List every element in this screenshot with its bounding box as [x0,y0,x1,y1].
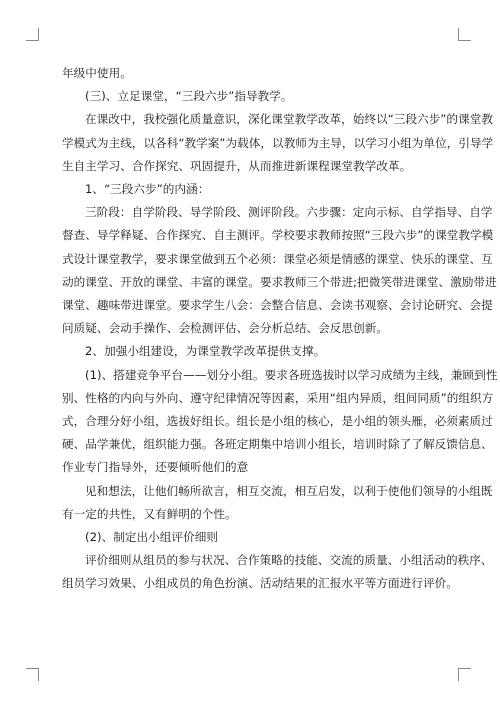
text-line: 问质疑、会动手操作、会检测评估、会分析总结、会反思创新。 [62,321,389,336]
text-line: 评价细则从组员的参与状况、合作策略的技能、交流的质量、小组活动的秩序、 [85,553,493,568]
text-line: 有一定的共性，又有鲜明的个性。 [62,506,237,521]
section-heading: (三)、立足课堂，“三段六步”指导教学。 [85,89,293,104]
crop-mark-top-left [26,28,39,41]
text-line: 见和想法，让他们畅所欲言，相互交流，相互启发，以利于使他们领导的小组既 [85,483,493,498]
subsection-heading: 2、加强小组建设，为课堂教学改革提供支撑。 [85,344,326,359]
text-line: 作业专门指导外，还要倾听他们的意 [62,460,249,475]
text-line: 年级中使用。 [62,66,132,80]
subsection-heading: (2)、制定出小组评价细则 [85,530,219,545]
subsection-heading: 1、“三段六步”的内涵： [85,182,210,197]
text-line: 课堂、趣味带进课堂。要求学生八会：会整合信息、会读书观察、会讨论研究、会提 [62,298,493,313]
text-line: 式设计课堂教学，要求课堂做到五个必须：课堂必须是情感的课堂、快乐的课堂、互 [62,251,493,266]
crop-mark-bottom-left [26,668,39,681]
crop-mark-top-right [458,28,471,41]
text-line: 动的课堂、开放的课堂、丰富的课堂。要求教师三个带进;把微笑带进课堂、激励带进 [62,274,497,289]
crop-mark-bottom-right [458,668,471,681]
text-line: 三阶段：自学阶段、导学阶段、测评阶段。六步骤：定向示标、自学指导、自学 [85,205,493,220]
text-line: (1)、搭建竞争平台——划分小组。要求各班选拔时以学习成绩为主线，兼顾到性 [85,367,498,382]
text-line: 在课改中，我校强化质量意识，深化课堂教学改革，始终以“三段六步”的课堂教 [85,112,494,127]
text-line: 组员学习效果、小组成员的角色扮演、活动结果的汇报水平等方面进行评价。 [62,576,458,591]
text-line: 别、性格的内向与外向、遵守纪律情况等因素，采用“组内异质，组间同质”的组织方 [62,390,494,405]
text-line: 督查、导学释疑、合作探究、自主测评。学校要求教师按照“三段六步”的课堂教学模 [62,228,494,243]
text-line: 式，合理分好小组，选拔好组长。组长是小组的核心，是小组的领头雁，必须素质过 [62,414,493,429]
text-line: 硬、品学兼优，组织能力强。各班定期集中培训小组长，培训时除了了解反馈信息、 [62,437,493,452]
document-body [62,62,498,596]
text-line: 生自主学习、合作探究、巩固提升，从而推进新课程课堂教学改革。 [62,158,412,173]
text-line: 学模式为主线，以各科“教学案”为载体，以教师为主导，以学习小组为单位，引导学 [62,135,494,150]
